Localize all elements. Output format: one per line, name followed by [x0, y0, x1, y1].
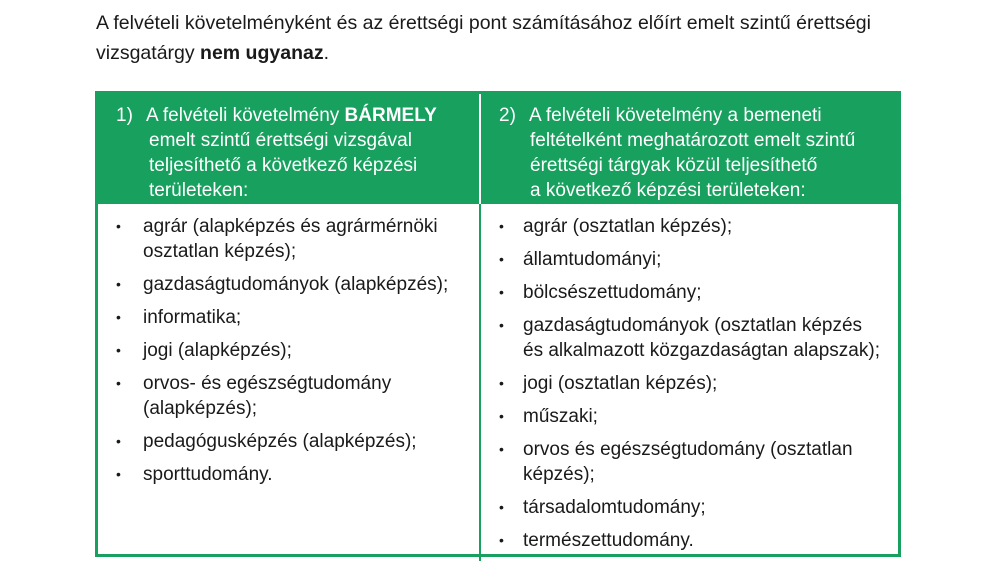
list-item: • jogi (alapképzés); [98, 338, 479, 363]
right-header-number: 2) [499, 105, 516, 126]
left-header-number: 1) [116, 105, 133, 126]
list-item: • pedagógusképzés (alapképzés); [98, 429, 479, 454]
left-column-body [98, 204, 481, 561]
left-header-line-3: teljesíthető a következő képzési [149, 155, 418, 176]
list-item: • társadalomtudomány; [481, 495, 898, 520]
list-item: • államtudományi; [481, 247, 898, 272]
list-item: • agrár (osztatlan képzés); [481, 214, 898, 239]
list-item: • jogi (osztatlan képzés); [481, 371, 898, 396]
intro-emphasis: nem ugyanaz [200, 42, 324, 64]
list-item: • műszaki; [481, 404, 898, 429]
right-header-first-line [499, 103, 888, 128]
left-header-text: A felvételi követelmény [146, 105, 345, 126]
left-header-line-4: területeken: [149, 180, 249, 201]
list-item: • orvos és egészségtudomány (osztatlan képzés); [481, 437, 898, 487]
list-item: • agrár (alapképzés és agrármérnöki osztatlan képzés); [98, 214, 479, 264]
list-item: • gazdaságtudományok (alapképzés); [98, 272, 479, 297]
right-column-header [481, 94, 898, 204]
list-item: • sporttudomány. [98, 462, 479, 487]
left-area-list [98, 214, 479, 487]
right-area-list [481, 214, 898, 553]
list-item: • bölcsészettudomány; [481, 280, 898, 305]
right-column-body [481, 204, 898, 561]
left-header-emphasis: BÁRMELY [344, 105, 437, 126]
list-item: • természettudomány. [481, 528, 898, 553]
left-header-first-line [116, 103, 469, 128]
right-header-line-4: a következő képzési területeken: [530, 180, 806, 201]
list-item: • gazdaságtudományok (osztatlan képzés és alkalmazott közgazdaságtan alapszak); [481, 313, 898, 363]
requirements-table [95, 91, 901, 557]
intro-text: A felvételi követelményként és az érettségi pont számításához előírt emelt szintű érettségi vizsgatárgy [96, 12, 871, 64]
right-header-line-2: feltételként meghatározott emelt szintű [530, 130, 856, 151]
left-header-line-2: emelt szintű érettségi vizsgával [149, 130, 412, 151]
intro-period: . [323, 42, 330, 64]
right-header-line-3: érettségi tárgyak közül teljesíthető [530, 155, 818, 176]
intro-paragraph [96, 8, 906, 68]
list-item: • orvos- és egészségtudomány (alapképzés); [98, 371, 479, 421]
right-header-text: A felvételi követelmény a bemeneti [529, 105, 822, 126]
list-item: • informatika; [98, 305, 479, 330]
left-column-header [98, 94, 481, 204]
